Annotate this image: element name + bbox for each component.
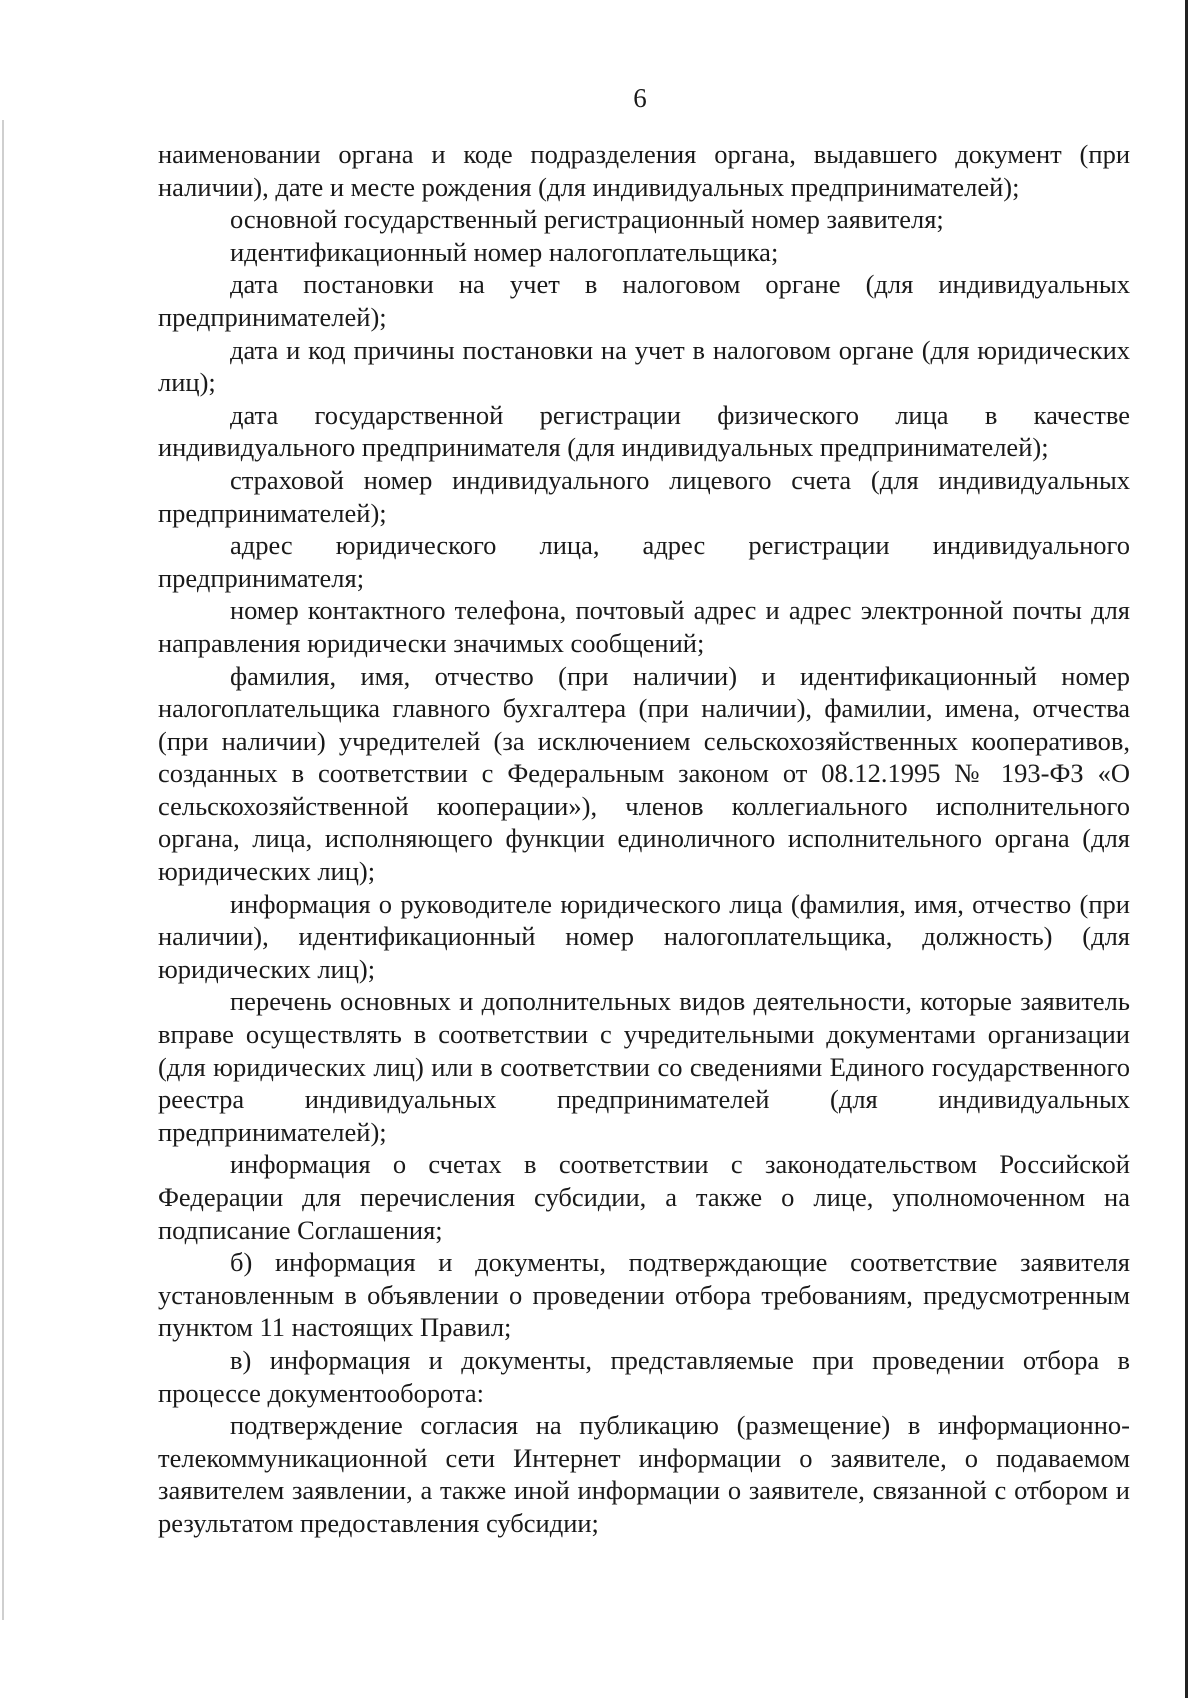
paragraph-item-v: в) информация и документы, представляемые при проведении отбора в процессе документооборота: (158, 1344, 1130, 1408)
paragraph-bank-accounts: информация о счетах в соответствии с законодательством Российской Федерации для перечисления субсидии, а также о лице, уполномоченном на подписание Соглашения; (158, 1149, 1130, 1245)
paragraph-ogrn: основной государственный регистрационный номер заявителя; (230, 204, 944, 235)
paragraph-continuation: наименовании органа и коде подразделения органа, выдавшего документ (при наличии), дате и месте рождения (для индивидуальных предпринимателей); (158, 139, 1130, 202)
paragraph-publication-consent: подтверждение согласия на публикацию (размещение) в информационно-телекоммуникационной сети Интернет информации о заявителе, о подаваемом заявителем заявлении, а также иной информации о заявителе, связанной с отбором и результатом предоставления субсидии; (158, 1410, 1130, 1538)
paragraph-ip-registration-date: дата государственной регистрации физического лица в качестве индивидуального предпринимателя (для индивидуальных предпринимателей); (158, 399, 1130, 463)
paragraph-inn: идентификационный номер налогоплательщика; (230, 236, 779, 267)
paragraph-contacts: номер контактного телефона, почтовый адрес и адрес электронной почты для направления юридически значимых сообщений; (158, 595, 1130, 658)
paragraph-director-info: информация о руководителе юридического лица (фамилия, имя, отчество (при наличии), идентификационный номер налогоплательщика, должность) (для юридических лиц); (158, 888, 1130, 984)
paragraph-founders: фамилия, имя, отчество (при наличии) и идентификационный номер налогоплательщика главного бухгалтера (при наличии), фамилии, имена, отчества (при наличии) учредителей (за исключением сельскохозяйственных кооперативов, созданных в соответствии с Федеральным законом от 08.12.1995 № 193-ФЗ «О сельскохозяйственной кооперации»), членов коллегиального исполнительного органа, лица, исполняющего функции единоличного исполнительного органа (для юридических лиц); (158, 660, 1130, 887)
document-body (158, 138, 1130, 1540)
paragraph-address: адрес юридического лица, адрес регистрации индивидуального предпринимателя; (158, 530, 1130, 593)
paragraph-tax-registration-date-ip: дата постановки на учет в налоговом органе (для индивидуальных предпринимателей); (158, 269, 1130, 332)
paragraph-tax-registration-code-legal: дата и код причины постановки на учет в налоговом органе (для юридических лиц); (158, 334, 1130, 398)
scan-edge-left (2, 120, 4, 1620)
scan-edge-right (1185, 0, 1188, 1698)
page-number: 6 (633, 83, 647, 113)
paragraph-item-b: б) информация и документы, подтверждающие соответствие заявителя установленным в объявлении о проведении отбора требованиям, предусмотренным пунктом 11 настоящих Правил; (158, 1247, 1130, 1343)
paragraph-activities: перечень основных и дополнительных видов деятельности, которые заявитель вправе осуществлять в соответствии с учредительными документами организации (для юридических лиц) или в соответствии со сведениями Единого государственного реестра индивидуальных предпринимателей (для индивидуальных предпринимателей); (158, 986, 1130, 1147)
paragraph-snils: страховой номер индивидуального лицевого счета (для индивидуальных предпринимателей); (158, 464, 1130, 528)
